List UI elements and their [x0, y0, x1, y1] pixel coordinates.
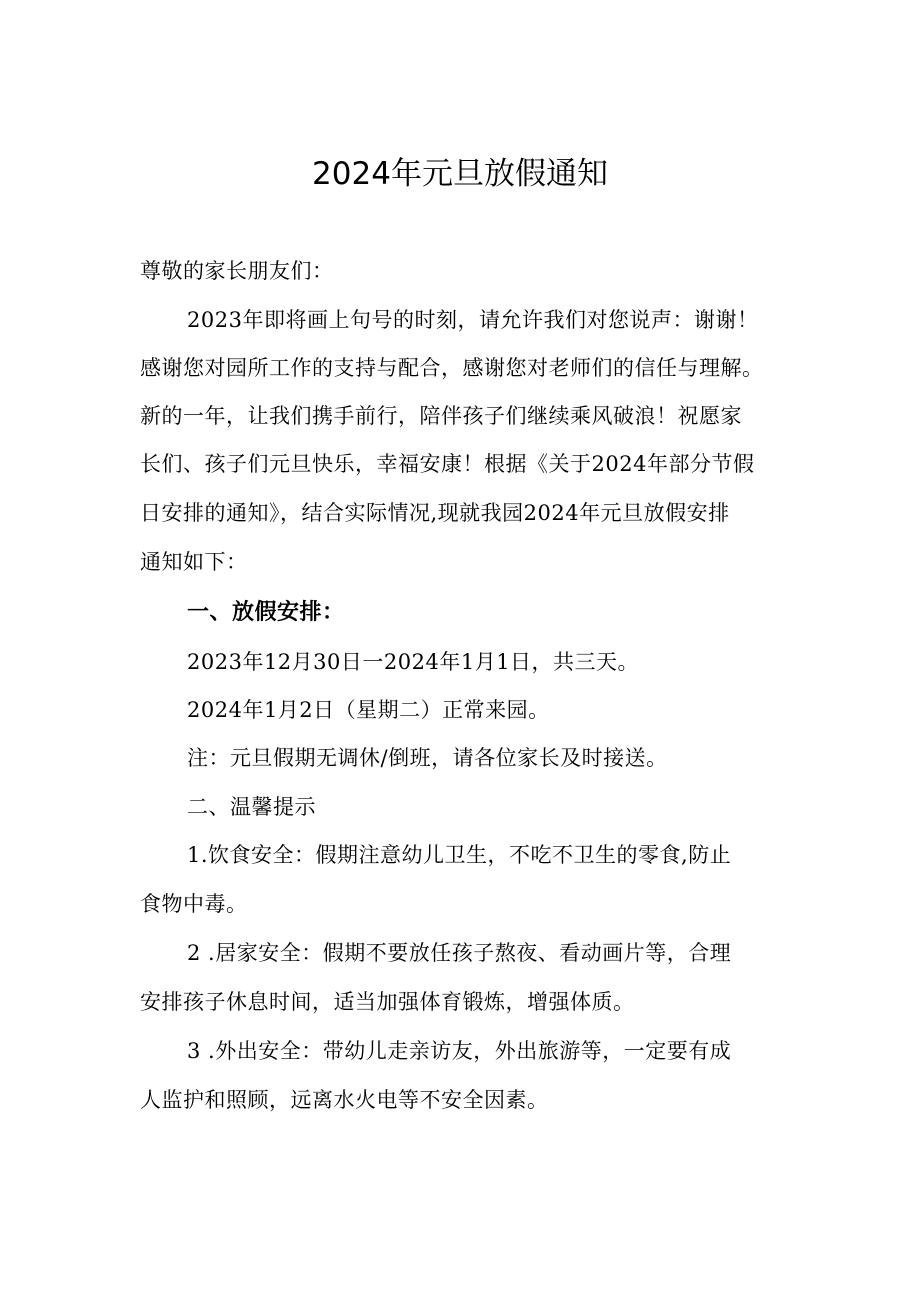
- intro-line-6: 通知如下：: [140, 550, 248, 574]
- tip-2-line-1: 2 .居家安全：假期不要放任孩子熬夜、看动画片等，合理: [187, 941, 732, 965]
- tip-3-line-1: 3 .外出安全：带幼儿走亲访友，外出旅游等，一定要有成: [187, 1039, 732, 1063]
- schedule-line-2: 2024年1月2日（星期二）正常来园。: [187, 698, 550, 722]
- section-heading-tips: 二、温馨提示: [187, 795, 316, 819]
- tip-1-line-2: 食物中毒。: [140, 892, 248, 916]
- tip-3-line-2: 人监护和照顾，远离水火电等不安全因素。: [140, 1088, 549, 1112]
- section-heading-holiday-schedule: 一、放假安排：: [187, 600, 345, 625]
- schedule-line-1: 2023年12月30日一2024年1月1日，共三天。: [187, 650, 640, 674]
- document-title: 2024年元旦放假通知: [312, 156, 608, 192]
- tip-1-line-1: 1.饮食安全：假期注意幼儿卫生，不吃不卫生的零食,防止: [187, 843, 732, 867]
- tip-2-line-2: 安排孩子休息时间，适当加强体育锻炼，增强体质。: [140, 990, 635, 1014]
- intro-line-5: 日安排的通知》，结合实际情况,现就我园2024年元旦放假安排: [140, 501, 730, 525]
- intro-line-1: 2023年即将画上句号的时刻，请允许我们对您说声：谢谢！: [187, 308, 759, 332]
- intro-line-2: 感谢您对园所工作的支持与配合，感谢您对老师们的信任与理解。: [140, 356, 764, 380]
- greeting: 尊敬的家长朋友们：: [140, 259, 334, 283]
- schedule-note: 注：元旦假期无调休/倒班，请各位家长及时接送。: [187, 746, 668, 770]
- intro-line-4: 长们、孩子们元旦快乐，幸福安康！根据《关于2024年部分节假: [140, 452, 755, 476]
- intro-line-3: 新的一年，让我们携手前行，陪伴孩子们继续乘风破浪！祝愿家: [140, 404, 742, 428]
